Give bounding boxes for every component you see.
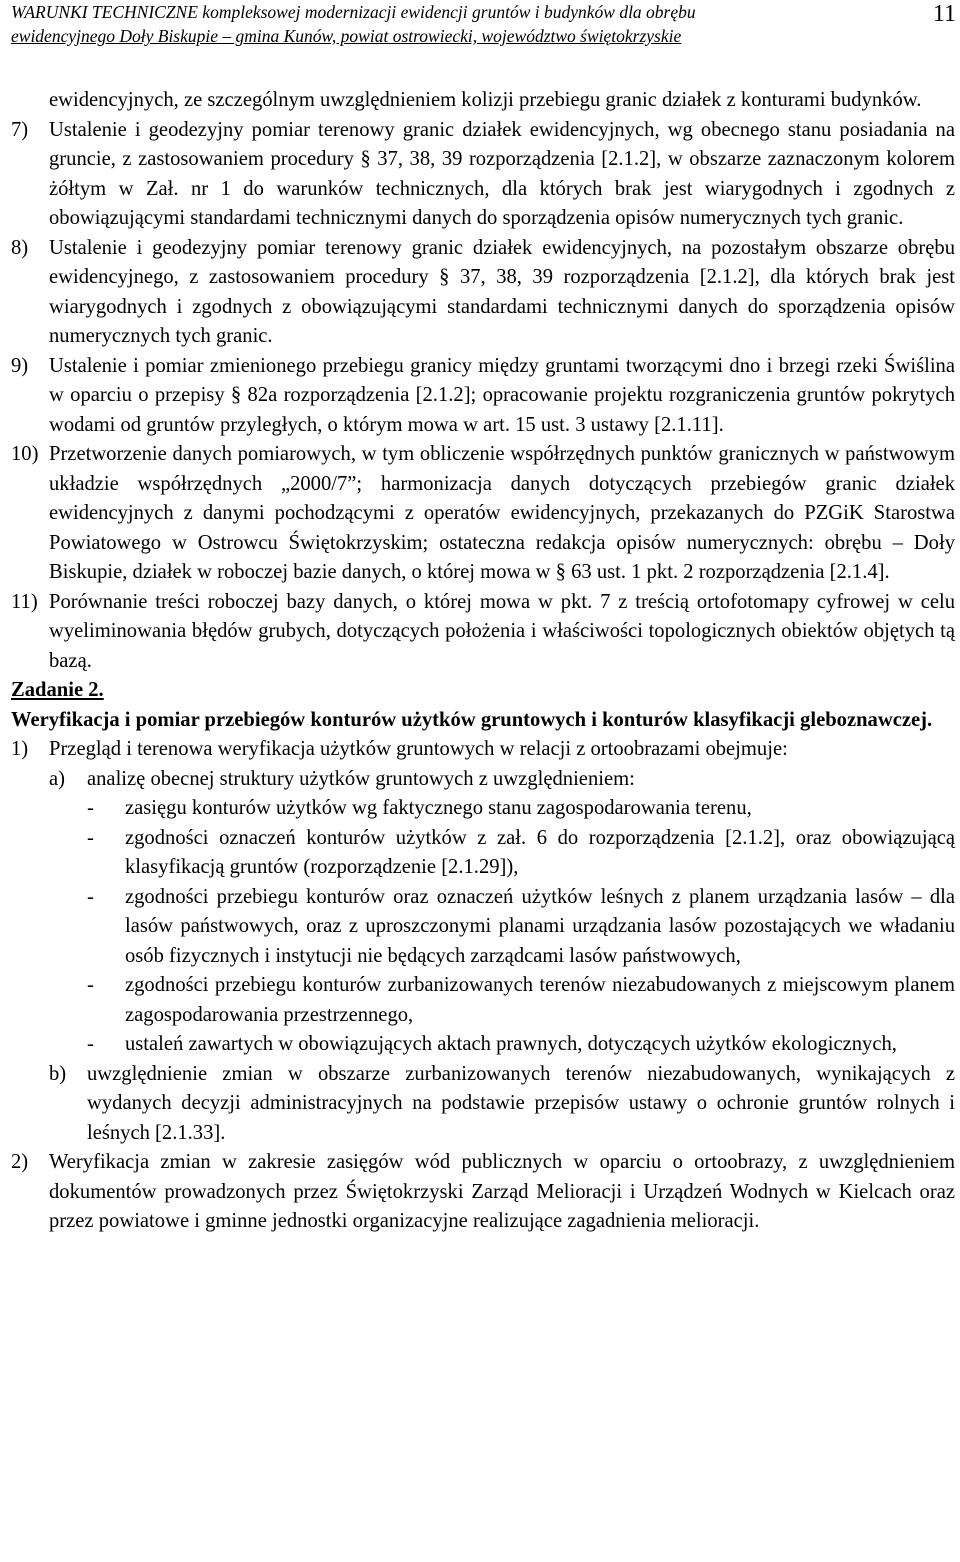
dash-mark: - [87, 826, 94, 849]
item-number: 7) [11, 118, 29, 141]
task-label: Zadanie 2. [11, 679, 104, 701]
dash-item [11, 794, 955, 824]
item-text: Ustalenie i pomiar zmienionego przebiegu granicy między gruntami tworzącymi dno i brzegi rzeki Świślina w oparciu o przepisy § 82a rozporządzenia [2.1.2]; opracowanie projektu rozgraniczenia gruntów pokrytych wodami od gruntów przyległych, o którym mowa w art. 15 ust. 3 ustawy [2.1.11]. [49, 354, 955, 436]
sub-item [11, 765, 955, 795]
continuation-paragraph: ewidencyjnych, ze szczególnym uwzględnieniem kolizji przebiegu granic działek z konturami budynków. [49, 89, 922, 111]
item-number: 1) [11, 738, 29, 760]
item-text: Przetworzenie danych pomiarowych, w tym obliczenie współrzędnych punktów granicznych w państwowym układzie współrzędnych „2000/7”; harmonizacja danych dotyczących przebiegów granic działek ewidencyjnych z danymi pochodzącymi z operatów ewidencyjnych, przekazanych do PZGiK Starostwa Powiatowego w Ostrowcu Świętokrzyskim; ostateczna redakcja opisów numerycznych: obrębu – Doły Biskupie, działek w roboczej bazie danych, o której mowa w § 63 ust. 1 pkt. 2 rozporządzenia [2.1.4]. [49, 443, 955, 583]
dash-item [11, 971, 955, 1030]
sub-item-text: analizę obecnej struktury użytków gruntowych z uwzględnieniem: [87, 767, 635, 790]
dash-item [11, 883, 955, 972]
page-number: 11 [932, 1, 956, 27]
item-number: 9) [11, 354, 29, 377]
dash-mark: - [87, 885, 94, 908]
list-item [11, 116, 955, 234]
dash-item-text: zgodności oznaczeń konturów użytków z zał. 6 do rozporządzenia [2.1.2], oraz obowiązującą klasyfikacją gruntów (rozporządzenie [2.1.29]), [125, 826, 955, 878]
dash-item-text: zgodności przebiegu konturów zurbanizowanych terenów niezabudowanych z miejscowym planem zagospodarowania przestrzennego, [125, 974, 955, 1026]
task-item [11, 735, 955, 765]
task-item [11, 1148, 955, 1237]
list-item [11, 352, 955, 441]
item-number: 2) [11, 1151, 29, 1173]
sub-item-label: a) [49, 767, 65, 790]
list-item [11, 440, 955, 588]
dash-item-text: ustaleń zawartych w obowiązujących aktach prawnych, dotyczących użytków ekologicznych, [125, 1033, 897, 1055]
dash-item-text: zgodności przebiegu konturów oraz oznaczeń użytków leśnych z planem urządzania lasów – dla lasów państwowych, oraz z uproszczonymi planami urządzania lasów pozostających we władaniu osób fizycznych i instytucji nie będących zarządcami lasów państwowych, [125, 885, 955, 967]
dash-item [11, 1030, 955, 1060]
item-text: Ustalenie i geodezyjny pomiar terenowy granic działek ewidencyjnych, wg obecnego stanu posiadania na gruncie, z zastosowaniem procedury § 37, 38, 39 rozporządzenia [2.1.2], w obszarze zaznaczonym kolorem żółtym w Zał. nr 1 do warunków technicznych, dla których brak jest wiarygodnych i zgodnych z obowiązującymi standardami technicznymi danych do sporządzenia opisów numerycznych tych granic. [49, 118, 955, 229]
page-header [11, 0, 951, 48]
item-text: Weryfikacja zmian w zakresie zasięgów wód publicznych w oparciu o ortoobrazy, z uwzględnieniem dokumentów prowadzonych przez Świętokrzyski Zarząd Melioracji i Urządzeń Wodnych w Kielcach oraz przez powiatowe i gminne jednostki organizacyjne realizujące zagadnienia melioracji. [49, 1151, 955, 1232]
item-text: Przegląd i terenowa weryfikacja użytków gruntowych w relacji z ortoobrazami obejmuje: [49, 738, 788, 760]
list-item [11, 234, 955, 352]
header-line-1: WARUNKI TECHNICZNE kompleksowej modernizacji ewidencji gruntów i budynków dla obrębu [11, 2, 696, 22]
dash-item-text: zasięgu konturów użytków wg faktycznego stanu zagospodarowania terenu, [125, 797, 752, 819]
dash-mark: - [87, 974, 94, 996]
item-number: 8) [11, 236, 29, 259]
sub-item [11, 1060, 955, 1149]
sub-item-text: uwzględnienie zmian w obszarze zurbanizowanych terenów niezabudowanych, wynikających z wydanych decyzji administracyjnych na podstawie przepisów ustawy o ochronie gruntów rolnych i leśnych [2.1.33]. [87, 1062, 955, 1144]
item-text: Porównanie treści roboczej bazy danych, o której mowa w pkt. 7 z treścią ortofotomapy cyfrowej w celu wyeliminowania błędów grubych, dotyczących położenia i właściwości topologicznych obiektów objętych tą bazą. [49, 590, 955, 672]
item-number: 11) [11, 590, 38, 613]
list-item [11, 588, 955, 677]
dash-item [11, 824, 955, 883]
item-number: 10) [11, 443, 39, 465]
sub-item-label: b) [49, 1062, 67, 1085]
dash-mark: - [87, 797, 94, 819]
item-text: Ustalenie i geodezyjny pomiar terenowy granic działek ewidencyjnych, na pozostałym obszarze obrębu ewidencyjnego, z zastosowaniem procedury § 37, 38, 39 rozporządzenia [2.1.2], dla których brak jest wiarygodnych i zgodnych z obowiązującymi standardami technicznymi danych do sporządzenia opisów numerycznych tych granic. [49, 236, 955, 347]
task-title: Weryfikacja i pomiar przebiegów konturów użytków gruntowych i konturów klasyfikacji gleboznawczej. [11, 708, 933, 731]
header-line-2: ewidencyjnego Doły Biskupie – gmina Kunów, powiat ostrowiecki, województwo świętokrzyskie [11, 26, 682, 46]
dash-mark: - [87, 1033, 94, 1055]
document-body [11, 86, 955, 1237]
